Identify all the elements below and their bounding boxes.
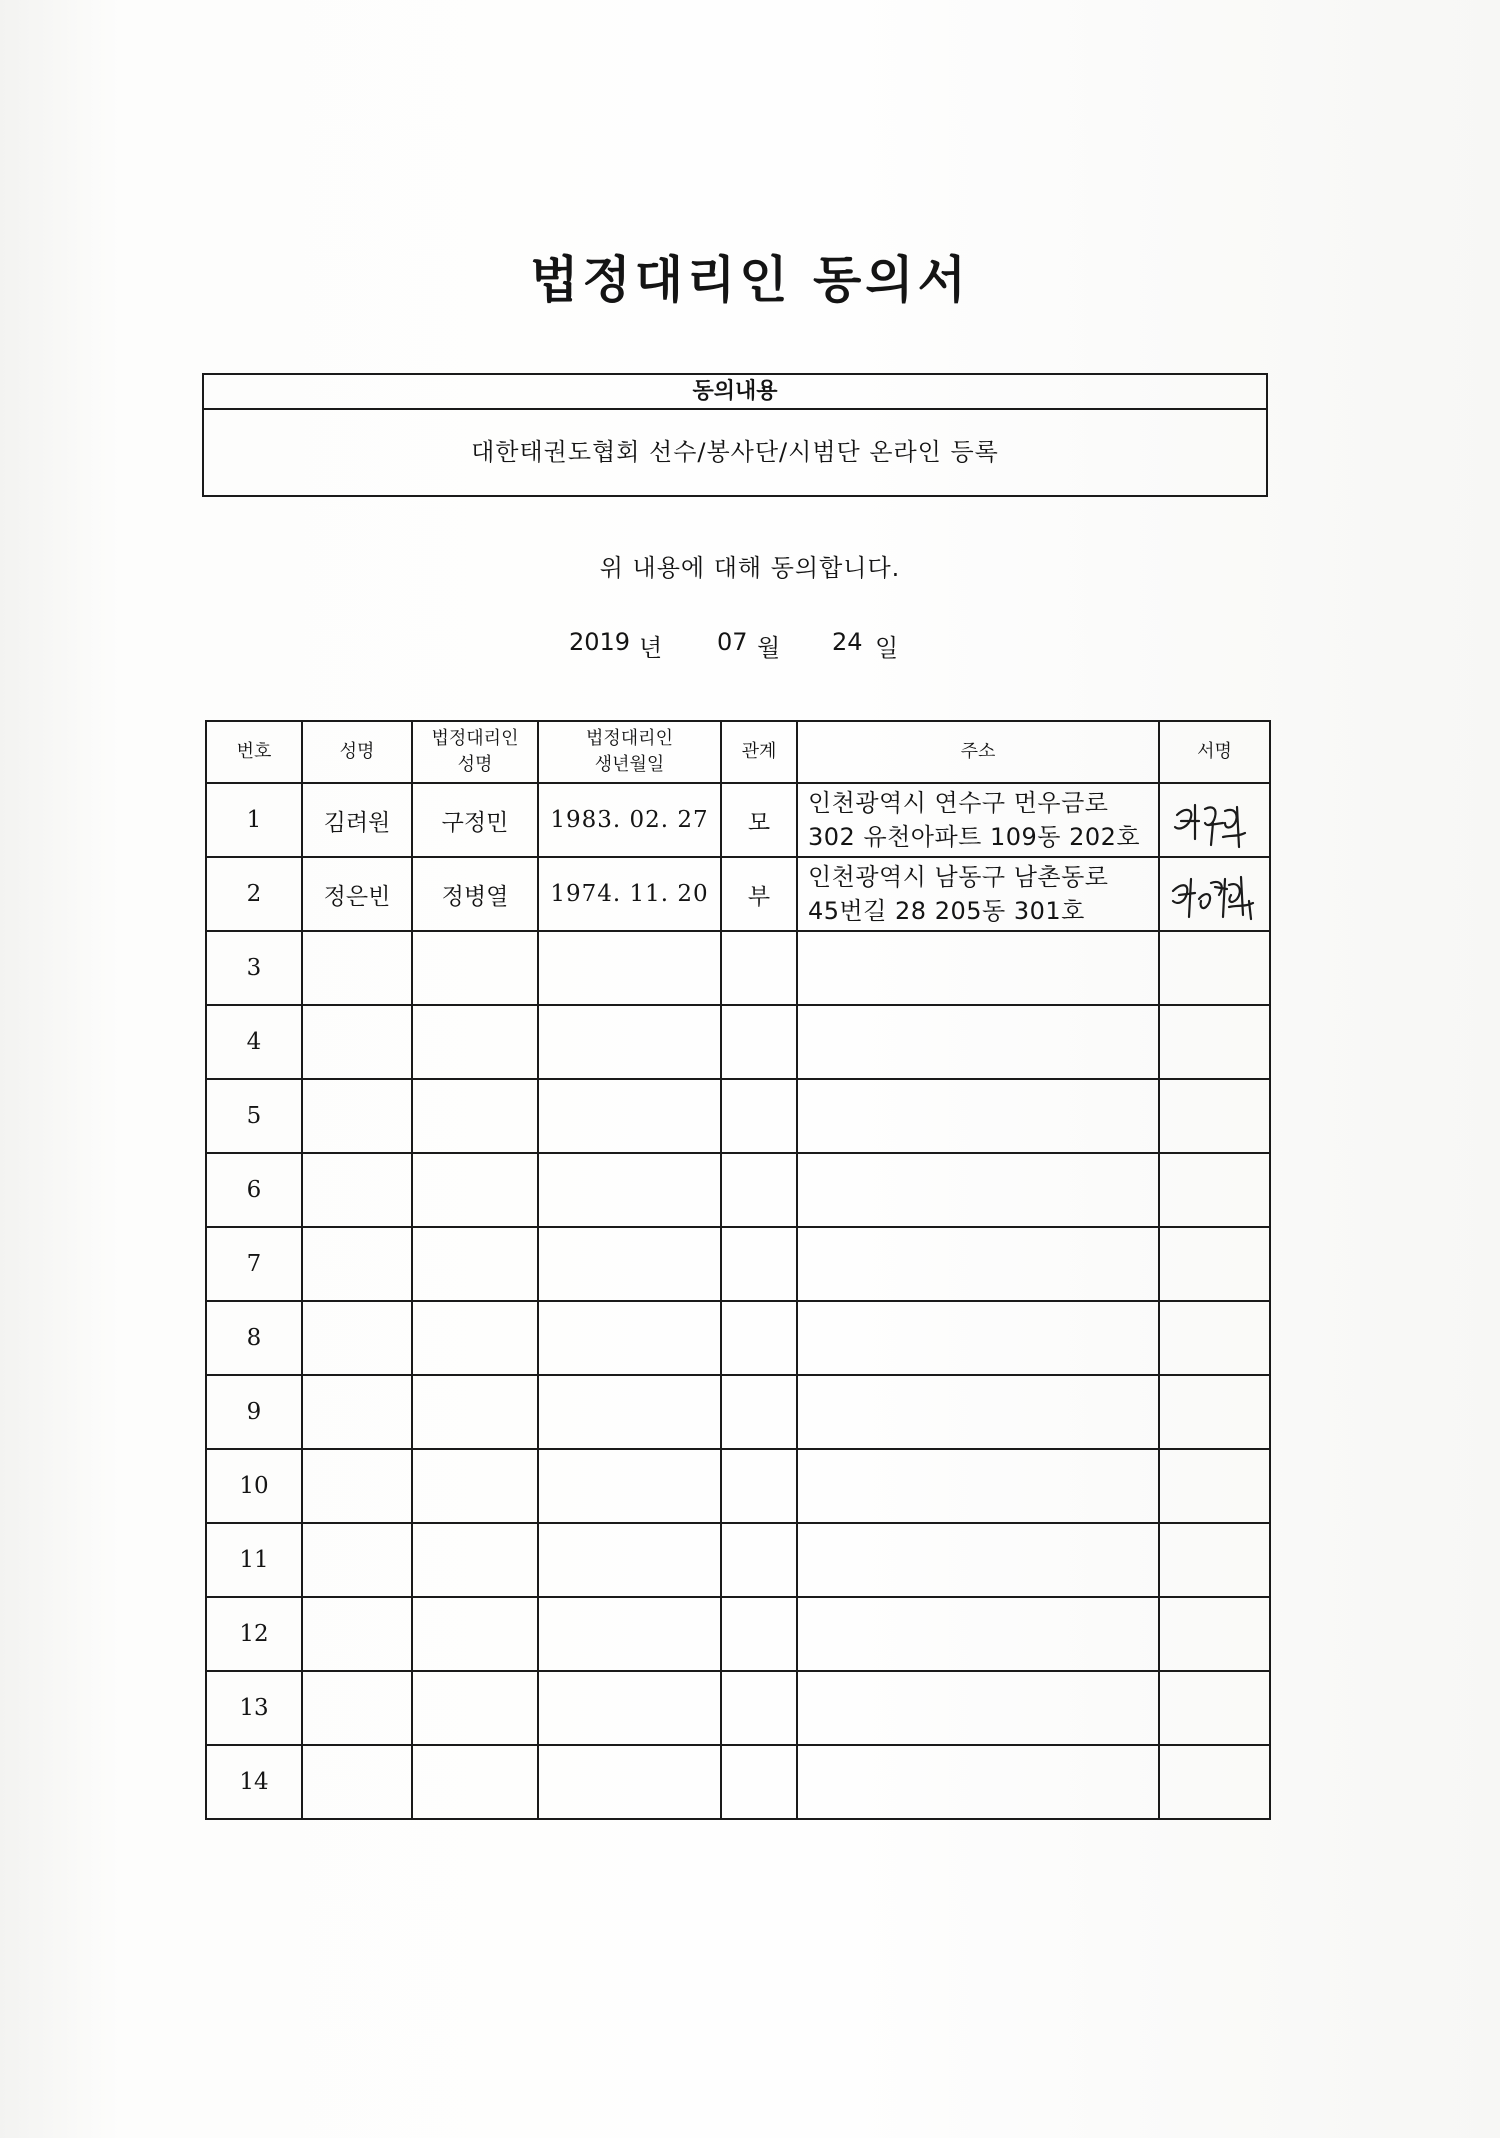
header-signature: 서명 bbox=[1159, 721, 1270, 783]
table-row bbox=[206, 931, 1270, 1005]
table-body bbox=[206, 783, 1270, 1819]
address-cell bbox=[797, 1597, 1159, 1671]
guardian-name-cell bbox=[412, 1523, 538, 1597]
participant-name-cell bbox=[302, 1005, 412, 1079]
address-cell bbox=[797, 1449, 1159, 1523]
guardian-name-cell: 정병열 bbox=[412, 857, 538, 931]
row-number-cell: 1 bbox=[206, 783, 302, 857]
guardian-name-cell bbox=[412, 1671, 538, 1745]
guardian-table bbox=[205, 720, 1271, 1820]
signature-cell bbox=[1159, 783, 1270, 857]
participant-name-cell: 정은빈 bbox=[302, 857, 412, 931]
guardian-name-cell bbox=[412, 1301, 538, 1375]
address-cell bbox=[797, 1153, 1159, 1227]
guardian-dob-cell bbox=[538, 1153, 721, 1227]
table-row bbox=[206, 1079, 1270, 1153]
row-number-cell: 6 bbox=[206, 1153, 302, 1227]
participant-name-cell bbox=[302, 1227, 412, 1301]
table-row bbox=[206, 1375, 1270, 1449]
participant-name-cell bbox=[302, 1153, 412, 1227]
row-number-cell: 9 bbox=[206, 1375, 302, 1449]
guardian-dob-cell bbox=[538, 931, 721, 1005]
guardian-name-cell bbox=[412, 1449, 538, 1523]
guardian-dob-cell bbox=[538, 1671, 721, 1745]
table-row bbox=[206, 783, 1270, 857]
address-cell bbox=[797, 783, 1159, 857]
guardian-dob-cell bbox=[538, 1745, 721, 1819]
guardian-name-cell bbox=[412, 1005, 538, 1079]
header-guardian-name bbox=[412, 721, 538, 783]
date-year-unit: 년 bbox=[639, 634, 663, 662]
relation-cell bbox=[721, 1375, 797, 1449]
header-guardian-name-line1: 법정대리인 bbox=[431, 728, 519, 749]
guardian-dob-cell: 1974. 11. 20 bbox=[538, 857, 721, 931]
row-number-cell: 10 bbox=[206, 1449, 302, 1523]
participant-name-cell bbox=[302, 1597, 412, 1671]
participant-name-cell bbox=[302, 1745, 412, 1819]
row-number-cell: 8 bbox=[206, 1301, 302, 1375]
agree-statement: 위 내용에 대해 동의합니다. bbox=[599, 554, 901, 582]
guardian-name-cell bbox=[412, 1745, 538, 1819]
row-number-cell: 3 bbox=[206, 931, 302, 1005]
signature-cell bbox=[1159, 1301, 1270, 1375]
participant-name-cell bbox=[302, 1523, 412, 1597]
signature-cell bbox=[1159, 1153, 1270, 1227]
relation-cell bbox=[721, 1301, 797, 1375]
header-name: 성명 bbox=[302, 721, 412, 783]
header-relation: 관계 bbox=[721, 721, 797, 783]
address-cell bbox=[797, 1523, 1159, 1597]
table-header-row bbox=[206, 721, 1270, 783]
signature-cell bbox=[1159, 1745, 1270, 1819]
participant-name-cell: 김려원 bbox=[302, 783, 412, 857]
address-line-2: 45번길 28 205동 301호 bbox=[808, 897, 1085, 925]
signature-cell bbox=[1159, 1449, 1270, 1523]
consent-box bbox=[202, 373, 1268, 497]
header-address: 주소 bbox=[797, 721, 1159, 783]
date-month-unit: 월 bbox=[757, 634, 781, 662]
handwritten-signature bbox=[1165, 861, 1265, 927]
relation-cell bbox=[721, 1671, 797, 1745]
consent-header: 동의내용 bbox=[204, 375, 1266, 410]
date-year: 2019 bbox=[569, 628, 631, 656]
table-row bbox=[206, 1005, 1270, 1079]
participant-name-cell bbox=[302, 1375, 412, 1449]
table-row bbox=[206, 857, 1270, 931]
consent-date bbox=[567, 628, 967, 664]
row-number-cell: 13 bbox=[206, 1671, 302, 1745]
relation-cell bbox=[721, 1449, 797, 1523]
participant-name-cell bbox=[302, 1301, 412, 1375]
guardian-name-cell bbox=[412, 1375, 538, 1449]
address-cell bbox=[797, 1079, 1159, 1153]
guardian-dob-cell: 1983. 02. 27 bbox=[538, 783, 721, 857]
row-number-cell: 7 bbox=[206, 1227, 302, 1301]
address-line-1: 인천광역시 남동구 남촌동로 bbox=[808, 863, 1109, 891]
relation-cell bbox=[721, 1079, 797, 1153]
address-cell bbox=[797, 857, 1159, 931]
address-cell bbox=[797, 1745, 1159, 1819]
participant-name-cell bbox=[302, 1449, 412, 1523]
table-row bbox=[206, 1449, 1270, 1523]
header-guardian-dob-line1: 법정대리인 bbox=[586, 728, 673, 749]
date-day: 24 bbox=[832, 628, 863, 656]
row-number-cell: 2 bbox=[206, 857, 302, 931]
document-title: 법정대리인 동의서 bbox=[530, 251, 970, 309]
signature-cell bbox=[1159, 1523, 1270, 1597]
address-cell bbox=[797, 1301, 1159, 1375]
signature-cell bbox=[1159, 1005, 1270, 1079]
relation-cell: 부 bbox=[721, 857, 797, 931]
guardian-dob-cell bbox=[538, 1523, 721, 1597]
row-number-cell: 11 bbox=[206, 1523, 302, 1597]
signature-cell bbox=[1159, 1227, 1270, 1301]
guardian-name-cell bbox=[412, 1153, 538, 1227]
relation-cell bbox=[721, 1227, 797, 1301]
address-cell bbox=[797, 1671, 1159, 1745]
guardian-dob-cell bbox=[538, 1597, 721, 1671]
relation-cell bbox=[721, 931, 797, 1005]
relation-cell bbox=[721, 1597, 797, 1671]
signature-cell bbox=[1159, 1079, 1270, 1153]
table-row bbox=[206, 1745, 1270, 1819]
signature-stroke bbox=[1173, 877, 1253, 919]
table-row bbox=[206, 1301, 1270, 1375]
signature-stroke bbox=[1175, 805, 1245, 847]
relation-cell bbox=[721, 1153, 797, 1227]
guardian-dob-cell bbox=[538, 1375, 721, 1449]
guardian-name-cell bbox=[412, 931, 538, 1005]
date-day-unit: 일 bbox=[875, 634, 899, 662]
guardian-dob-cell bbox=[538, 1079, 721, 1153]
consent-text: 대한태권도협회 선수/봉사단/시범단 온라인 등록 bbox=[471, 438, 999, 466]
address-cell bbox=[797, 1375, 1159, 1449]
guardian-name-cell bbox=[412, 1597, 538, 1671]
signature-cell bbox=[1159, 1375, 1270, 1449]
signature-cell bbox=[1159, 1597, 1270, 1671]
signature-cell bbox=[1159, 1671, 1270, 1745]
address-line-2: 302 유천아파트 109동 202호 bbox=[808, 823, 1141, 851]
header-no: 번호 bbox=[206, 721, 302, 783]
header-guardian-dob-line2: 생년월일 bbox=[594, 754, 665, 775]
table-row bbox=[206, 1671, 1270, 1745]
participant-name-cell bbox=[302, 931, 412, 1005]
guardian-name-cell bbox=[412, 1079, 538, 1153]
handwritten-signature bbox=[1165, 787, 1265, 853]
address-cell bbox=[797, 1005, 1159, 1079]
table-row bbox=[206, 1597, 1270, 1671]
row-number-cell: 12 bbox=[206, 1597, 302, 1671]
row-number-cell: 4 bbox=[206, 1005, 302, 1079]
address-cell bbox=[797, 931, 1159, 1005]
relation-cell bbox=[721, 1523, 797, 1597]
signature-cell bbox=[1159, 931, 1270, 1005]
date-month: 07 bbox=[717, 628, 748, 656]
signature-cell bbox=[1159, 857, 1270, 931]
participant-name-cell bbox=[302, 1079, 412, 1153]
relation-cell bbox=[721, 1005, 797, 1079]
address-line-1: 인천광역시 연수구 먼우금로 bbox=[808, 789, 1109, 817]
guardian-name-cell bbox=[412, 1227, 538, 1301]
row-number-cell: 14 bbox=[206, 1745, 302, 1819]
guardian-dob-cell bbox=[538, 1449, 721, 1523]
header-guardian-name-line2: 성명 bbox=[457, 754, 493, 775]
guardian-dob-cell bbox=[538, 1301, 721, 1375]
guardian-name-cell: 구정민 bbox=[412, 783, 538, 857]
address-cell bbox=[797, 1227, 1159, 1301]
header-guardian-dob bbox=[538, 721, 721, 783]
row-number-cell: 5 bbox=[206, 1079, 302, 1153]
relation-cell: 모 bbox=[721, 783, 797, 857]
guardian-dob-cell bbox=[538, 1227, 721, 1301]
table-row bbox=[206, 1523, 1270, 1597]
table-row bbox=[206, 1227, 1270, 1301]
table-row bbox=[206, 1153, 1270, 1227]
relation-cell bbox=[721, 1745, 797, 1819]
guardian-dob-cell bbox=[538, 1005, 721, 1079]
participant-name-cell bbox=[302, 1671, 412, 1745]
